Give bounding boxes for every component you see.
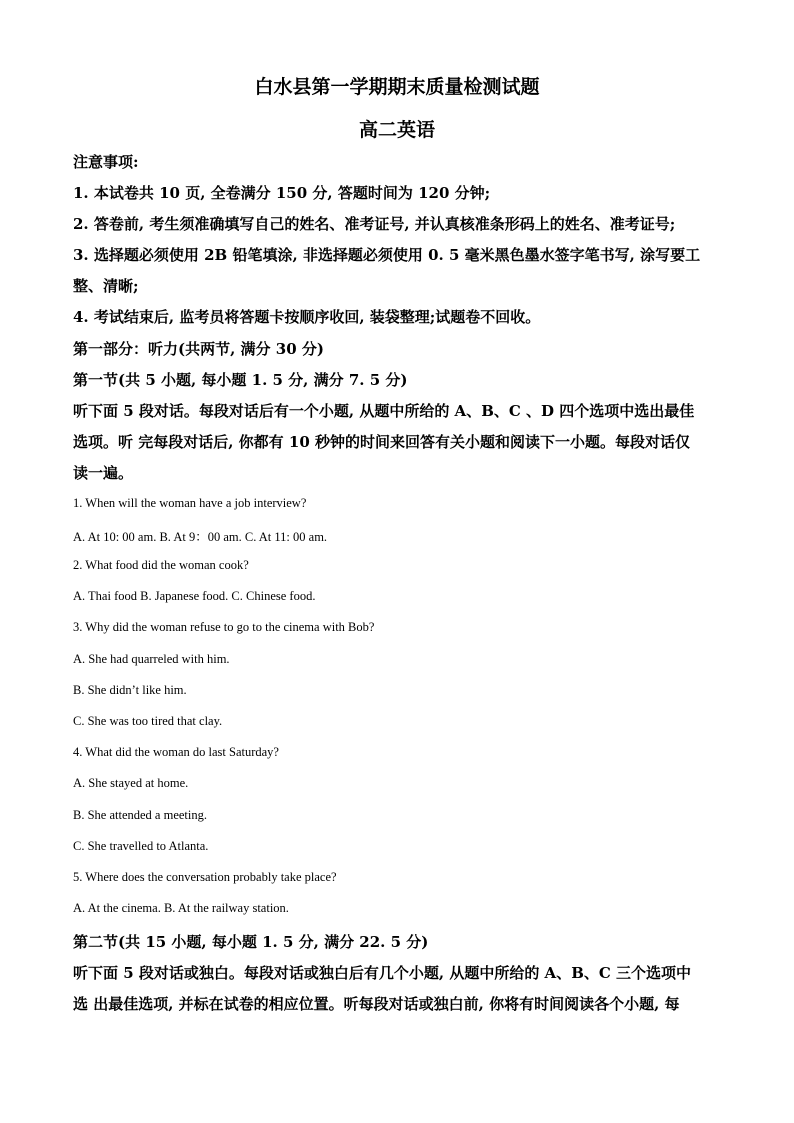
question-3-option-a: A. She had quarreled with him.	[73, 652, 230, 666]
question-1: 1. When will the woman have a job interview?	[73, 496, 307, 510]
question-4-option-c: C. She travelled to Atlanta.	[73, 839, 209, 853]
note-item-3-cont: 整、清晰;	[73, 277, 139, 295]
notes-heading: 注意事项:	[73, 153, 139, 171]
question-2-options: A. Thai food B. Japanese food. C. Chinese food.	[73, 589, 316, 603]
question-3-option-b: B. She didn’t like him.	[73, 683, 187, 697]
question-2: 2. What food did the woman cook?	[73, 558, 249, 572]
section2-instructions-line2: 选 出最佳选项, 并标在试卷的相应位置。听每段对话或独白前, 你将有时间阅读各个小题, 每	[73, 995, 680, 1013]
note-item-2: 2. 答卷前, 考生须准确填写自己的姓名、准考证号, 并认真核准条形码上的姓名、准考证号;	[73, 215, 676, 233]
section1-instructions-line3: 读一遍。	[73, 464, 134, 482]
part1-heading: 第一部分：听力(共两节, 满分 30 分)	[73, 340, 324, 358]
question-3-option-c: C. She was too tired that clay.	[73, 714, 223, 728]
question-4-option-b: B. She attended a meeting.	[73, 808, 207, 822]
question-3: 3. Why did the woman refuse to go to the cinema with Bob?	[73, 620, 375, 634]
note-item-1: 1. 本试卷共 10 页, 全卷满分 150 分, 答题时间为 120 分钟;	[73, 184, 491, 202]
section2-heading: 第二节(共 15 小题, 每小题 1. 5 分, 满分 22. 5 分)	[73, 933, 429, 951]
exam-title: 白水县第一学期期末质量检测试题	[254, 76, 540, 98]
note-item-3: 3. 选择题必须使用 2B 铅笔填涂, 非选择题必须使用 0. 5 毫米黑色墨水签字笔书写, 涂写要工	[73, 246, 701, 264]
question-5: 5. Where does the conversation probably take place?	[73, 870, 337, 884]
exam-subtitle: 高二英语	[358, 119, 435, 141]
note-item-4: 4. 考试结束后, 监考员将答题卡按顺序收回, 装袋整理;试题卷不回收。	[73, 308, 541, 326]
question-4: 4. What did the woman do last Saturday?	[73, 745, 279, 759]
section1-instructions-line1: 听下面 5 段对话。每段对话后有一个小题, 从题中所给的 A、B、C 、D 四个选项中选出最佳	[73, 402, 695, 420]
question-4-option-a: A. She stayed at home.	[73, 776, 189, 790]
section1-heading: 第一节(共 5 小题, 每小题 1. 5 分, 满分 7. 5 分)	[73, 371, 408, 389]
question-1-options: A. At 10: 00 am. B. At 9：00 am. C. At 11: 00 am.	[73, 530, 328, 544]
section2-instructions-line1: 听下面 5 段对话或独白。每段对话或独白后有几个小题, 从题中所给的 A、B、C 三个选项中	[73, 964, 692, 982]
section1-instructions-line2: 选项。听 完每段对话后, 你都有 10 秒钟的时间来回答有关小题和阅读下一小题。每段对话仅	[73, 433, 690, 451]
question-5-options: A. At the cinema. B. At the railway station.	[73, 901, 289, 915]
